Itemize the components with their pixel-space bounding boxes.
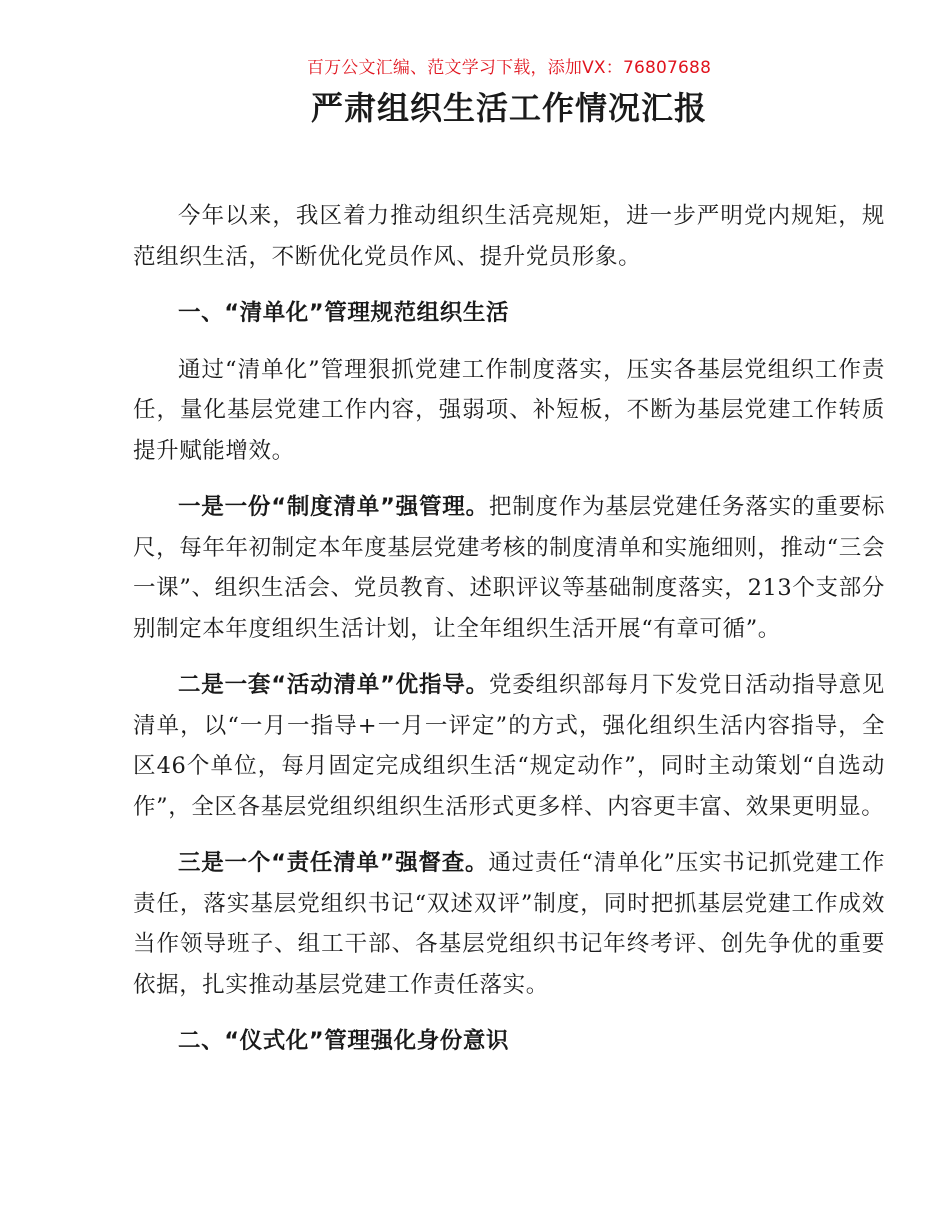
section-1-heading: 一、“清单化”管理规范组织生活 — [178, 300, 510, 326]
item-3-lead: 三是一个“责任清单”强督查。 — [178, 850, 489, 876]
document-body — [133, 196, 885, 1078]
item-1-paragraph — [133, 487, 885, 649]
item-3-paragraph — [133, 843, 885, 1005]
intro-paragraph: 今年以来，我区着力推动组织生活亮规矩，进一步严明党内规矩，规范组织生活，不断优化党员作风、提升党员形象。 — [133, 203, 885, 270]
item-2-lead: 二是一套“活动清单”优指导。 — [178, 672, 489, 698]
item-3-text: 通过责任“清单化”压实书记抓党建工作责任，落实基层党组织书记“双述双评”制度，同时把抓基层党建工作成效当作领导班子、组工干部、各基层党组织书记年终考评、创先争优的重要依据，扎实推动基层党建工作责任落实。 — [133, 850, 885, 998]
watermark-banner: 百万公文汇编、范文学习下载，添加VX：76807688 — [306, 58, 712, 78]
item-1-lead: 一是一份“制度清单”强管理。 — [178, 494, 489, 520]
item-1-text: 把制度作为基层党建任务落实的重要标尺，每年年初制定本年度基层党建考核的制度清单和实施细则，推动“三会一课”、组织生活会、党员教育、述职评议等基础制度落实，213个支部分别制定本年度组织生活计划，让全年组织生活开展“有章可循”。 — [133, 494, 885, 642]
document-title: 严肃组织生活工作情况汇报 — [310, 89, 707, 127]
section-2-heading: 二、“仪式化”管理强化身份意识 — [178, 1028, 510, 1054]
item-2-paragraph — [133, 665, 885, 827]
item-2-text: 党委组织部每月下发党日活动指导意见清单，以“一月一指导+一月一评定”的方式，强化组织生活内容指导，全区46个单位，每月固定完成组织生活“规定动作”，同时主动策划“自选动作”，全区各基层党组织组织生活形式更多样、内容更丰富、效果更明显。 — [133, 672, 885, 820]
section-1-intro-paragraph: 通过“清单化”管理狠抓党建工作制度落实，压实各基层党组织工作责任，量化基层党建工作内容，强弱项、补短板，不断为基层党建工作转质提升赋能增效。 — [133, 356, 885, 464]
